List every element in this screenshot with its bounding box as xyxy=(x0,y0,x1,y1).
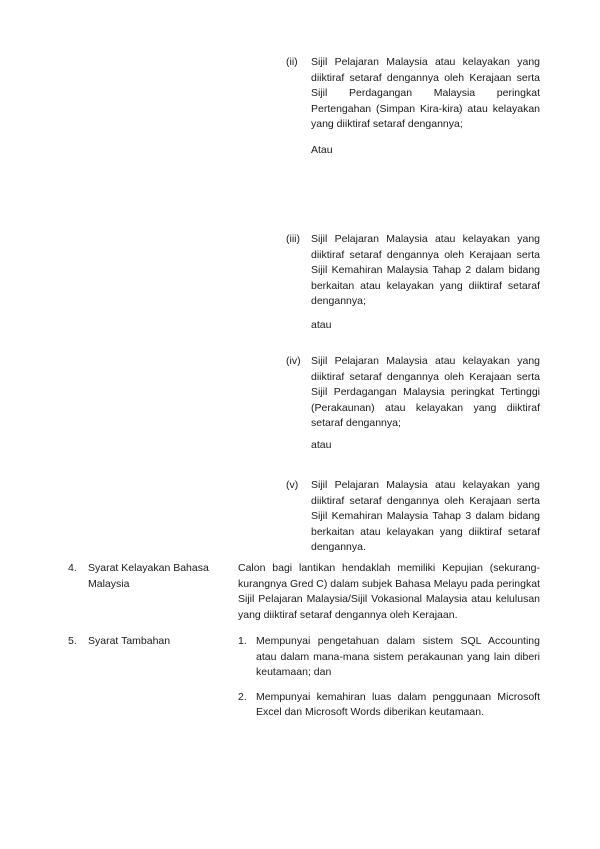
clause-iii-text: Sijil Pelajaran Malaysia atau kelayakan yang diiktiraf setaraf dengannya oleh Kerajaan serta Sijil Kemahiran Malaysia Tahap 2 dalam bidang berkaitan atau kelayakan yang diiktiraf setaraf dengannya; xyxy=(311,233,540,307)
section-5-list xyxy=(238,634,540,721)
section-4-body: Calon bagi lantikan hendaklah memiliki Kepujian (sekurang-kurangnya Gred C) dalam subjek Bahasa Melayu pada peringkat Sijil Pelajaran Malaysia/Sijil Vokasional Malaysia atau kelulusan yang diiktiraf setaraf dengannya oleh Kerajaan. xyxy=(238,562,540,621)
connector-after-iii: atau xyxy=(311,319,332,331)
connector-after-ii: Atau xyxy=(311,144,333,156)
clause-ii-text: Sijil Pelajaran Malaysia atau kelayakan yang diiktiraf setaraf dengannya oleh Kerajaan serta Sijil Perdagangan Malaysia peringkat Pertengahan (Simpan Kira-kira) atau kelayakan yang diiktiraf setaraf dengannya; xyxy=(311,56,540,130)
clause-v-label: (v) xyxy=(286,479,299,491)
list-item xyxy=(238,690,540,721)
section-4-number: 4. xyxy=(68,562,77,574)
clause-iv-label: (iv) xyxy=(286,355,301,367)
section-syarat-tambahan xyxy=(68,634,540,721)
list-item-2-number: 2. xyxy=(238,690,247,703)
clause-ii xyxy=(286,55,540,133)
section-5-title: Syarat Tambahan xyxy=(88,635,171,647)
section-4-title: Syarat Kelayakan Bahasa Malaysia xyxy=(88,562,209,590)
list-item-1-text: Mempunyai pengetahuan dalam sistem SQL Accounting atau dalam mana-mana sistem perakaunan yang lain diberi keutamaan; dan xyxy=(256,635,540,678)
list-item-2-text: Mempunyai kemahiran luas dalam penggunaan Microsoft Excel dan Microsoft Words diberikan keutamaan. xyxy=(256,690,540,718)
section-5-number: 5. xyxy=(68,635,77,647)
clause-iii-label: (iii) xyxy=(286,233,300,245)
connector-after-iv: atau xyxy=(311,439,332,451)
clause-iii xyxy=(286,232,540,310)
clause-iv-text: Sijil Pelajaran Malaysia atau kelayakan yang diiktiraf setaraf dengannya oleh Kerajaan serta Sijil Perdagangan Malaysia peringkat Tertinggi (Perakaunan) atau kelayakan yang diiktiraf setaraf dengannya; xyxy=(311,355,540,429)
list-item-1-number: 1. xyxy=(238,635,247,647)
clause-ii-label: (ii) xyxy=(286,56,298,68)
clause-iv xyxy=(286,354,540,432)
section-syarat-kelayakan-bahasa xyxy=(68,561,540,623)
clause-v-text: Sijil Pelajaran Malaysia atau kelayakan yang diiktiraf setaraf dengannya oleh Kerajaan serta Sijil Kemahiran Malaysia Tahap 3 dalam bidang berkaitan atau kelayakan yang diiktiraf setaraf dengannya. xyxy=(311,479,540,553)
list-item xyxy=(238,634,540,681)
clause-v xyxy=(286,478,540,556)
